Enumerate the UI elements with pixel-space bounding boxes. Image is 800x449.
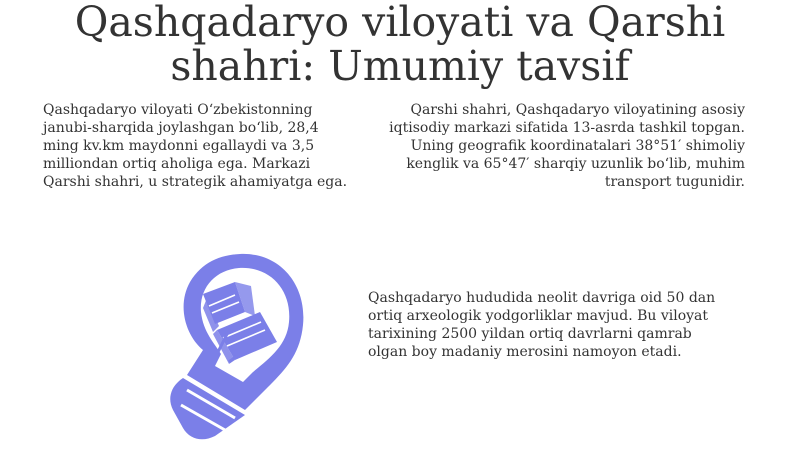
page-title: Qashqadaryo viloyati va Qarshi shahri: Umumiy tavsif [74, 0, 726, 90]
intro-paragraph-right: Qarshi shahri, Qashqadaryo viloyatining asosiy iqtisodiy markazi sifatida 13-asrda tashkil topgan. Uning geografik koordinatalari 38°51′ shimoliy kenglik va 65°47′ sharqiy uzunlik bo‘lib, muhim transport tugunidir. [389, 102, 745, 190]
lightbulb-book-icon [95, 250, 310, 440]
history-paragraph: Qashqadaryo hududida neolit davriga oid 50 dan ortiq arxeologik yodgorliklar mavjud. Bu viloyat tarixining 2500 yildan ortiq davrlarni qamrab olgan boy madaniy merosini namoyon etadi. [368, 290, 716, 360]
intro-paragraph-left: Qashqadaryo viloyati O‘zbekistonning janubi-sharqida joylashgan bo‘lib, 28,4 ming kv.km maydonni egallaydi va 3,5 milliondan ortiq aholiga ega. Markazi Qarshi shahri, u strategik ahamiyatga ega. [43, 102, 348, 190]
